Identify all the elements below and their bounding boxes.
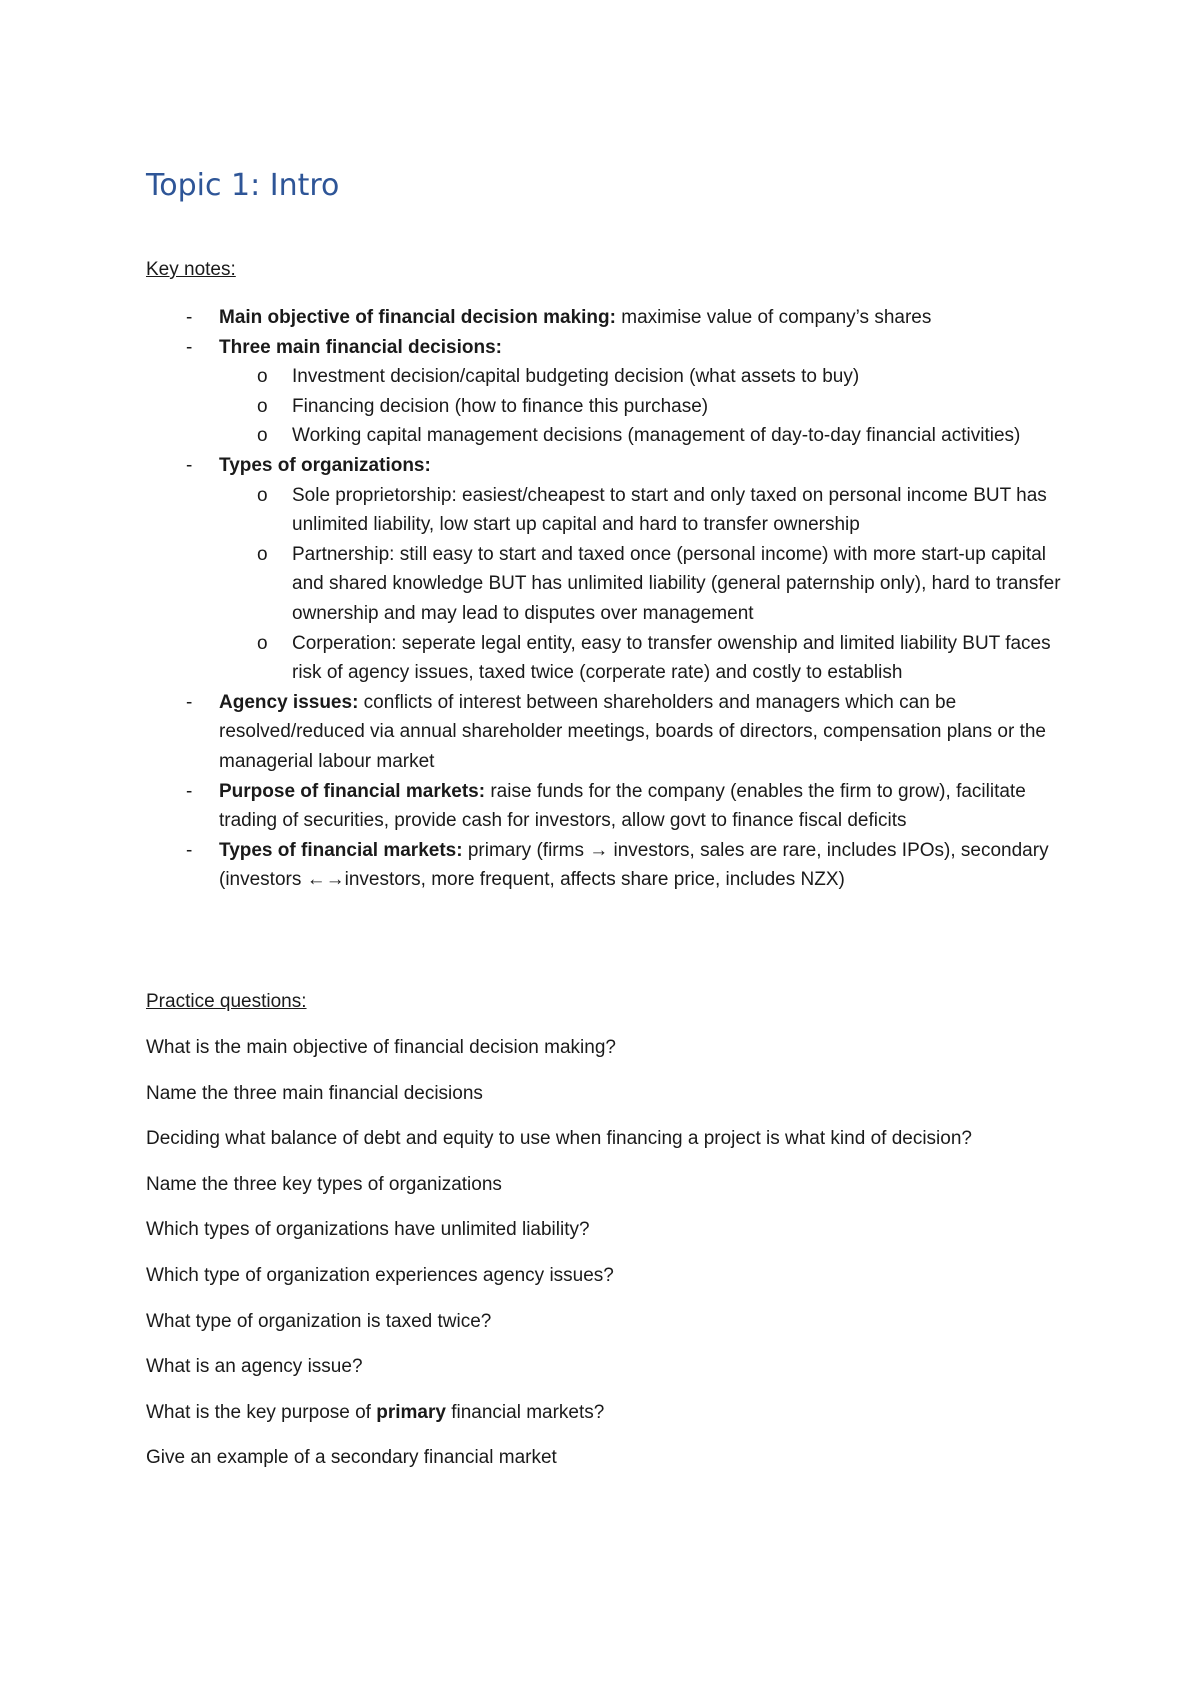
question [146,1401,1076,1447]
bullet-marker: o [257,484,268,506]
bullet-marker: o [257,632,268,654]
question: Deciding what balance of debt and equity to use when financing a project is what kind of decision? [146,1128,972,1150]
sub-item [146,481,1076,540]
dash-marker: - [186,691,193,713]
note-financial-decisions [146,333,1076,363]
question-text: What is the key purpose of [146,1401,377,1423]
note-label: Types of financial markets: [219,839,463,861]
question: Give an example of a secondary financial market [146,1447,557,1469]
page-title: Topic 1: Intro [146,168,340,203]
sub-item-text: Financing decision (how to finance this purchase) [292,395,709,417]
note-text: maximise value of company’s shares [615,307,932,328]
bullet-marker: o [257,543,268,565]
sub-item [146,629,1076,688]
dash-marker: - [186,336,193,358]
sub-item [146,540,1076,629]
sub-item-text: Partnership: still easy to start and taxed once (personal income) with more start-up capital and shared knowledge BUT has unlimited liability (general paternship only), hard to transfer ownership and may lead to disputes over management [292,543,1061,624]
sub-item [146,421,1076,451]
note-market-types [146,836,1076,895]
key-notes-heading: Key notes: [146,259,236,280]
question-emphasis: primary [376,1401,446,1423]
practice-questions-heading: Practice questions: [146,991,307,1012]
question: Which type of organization experiences agency issues? [146,1264,614,1286]
question: Name the three key types of organizations [146,1173,502,1195]
sub-item-text: Sole proprietorship: easiest/cheapest to start and only taxed on personal income BUT has unlimited liability, low start up capital and hard to transfer ownership [292,484,1047,536]
note-organization-types [146,451,1076,481]
question: Which types of organizations have unlimited liability? [146,1219,590,1241]
question: What type of organization is taxed twice? [146,1310,492,1332]
dash-marker: - [186,454,193,476]
question: What is the main objective of financial decision making? [146,1037,616,1058]
note-text: raise funds for the company (enables the firm to grow), facilitate trading of securities, provide cash for investors, allow govt to finance fiscal deficits [219,780,1026,832]
key-notes-list [146,303,1076,895]
note-label: Agency issues: [219,691,359,713]
dash-marker: - [186,839,193,861]
note-text: conflicts of interest between shareholders and managers which can be resolved/reduced via annual shareholder meetings, boards of directors, compensation plans or the managerial labour market [219,691,1046,772]
bullet-marker: o [257,366,268,388]
bullet-marker: o [257,395,268,417]
note-agency-issues [146,688,1076,777]
sub-item-text: Corperation: seperate legal entity, easy to transfer owenship and limited liability BUT faces risk of agency issues, taxed twice (corperate rate) and costly to establish [292,632,1051,684]
practice-questions-list [146,1036,1076,1492]
note-label: Types of organizations: [219,454,431,476]
note-text: primary (firms → investors, sales are rare, includes IPOs), secondary (investors ←→investors, more frequent, affects share price, includes NZX) [219,839,1049,891]
dash-marker: - [186,307,193,328]
note-main-objective [146,303,1076,333]
question-text: financial markets? [445,1401,605,1423]
note-market-purpose [146,777,1076,836]
dash-marker: - [186,780,193,802]
sub-item [146,392,1076,422]
question: What is an agency issue? [146,1356,363,1378]
sub-item-text: Working capital management decisions (management of day-to-day financial activities) [292,425,1021,447]
sub-item [146,362,1076,392]
sub-item-text: Investment decision/capital budgeting decision (what assets to buy) [292,366,860,388]
bullet-marker: o [257,425,268,447]
note-label: Purpose of financial markets: [219,780,486,802]
question: Name the three main financial decisions [146,1082,483,1104]
note-label: Main objective of financial decision making: [219,307,616,328]
note-label: Three main financial decisions: [219,336,502,358]
